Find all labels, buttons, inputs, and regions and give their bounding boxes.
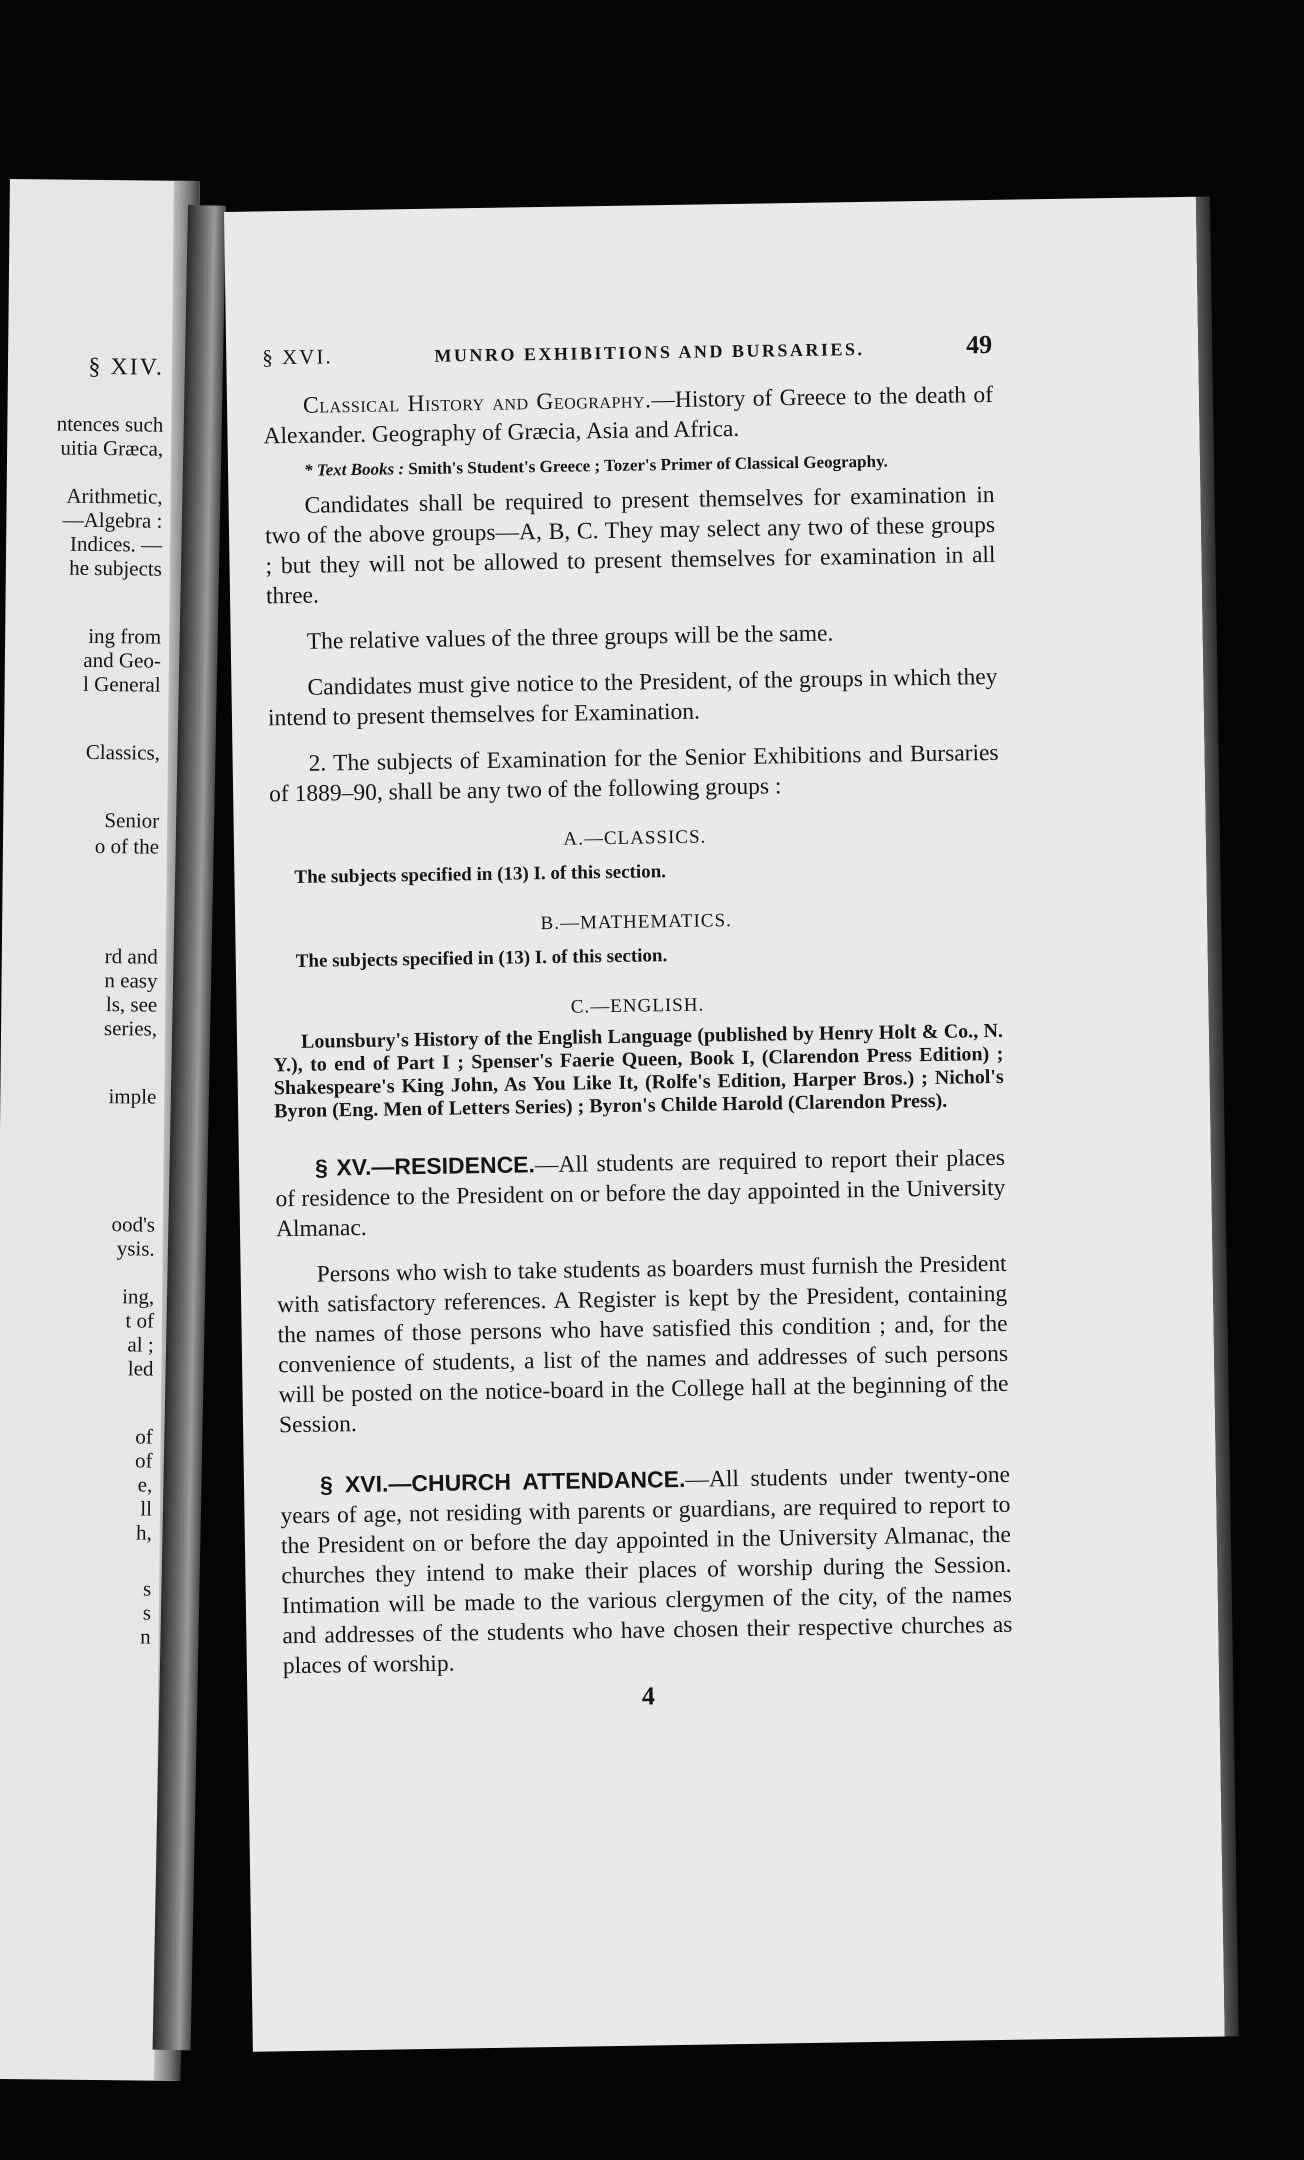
left-section-marker: § XIV. bbox=[88, 353, 165, 381]
left-fragment: led bbox=[127, 1356, 154, 1381]
left-fragment: t of bbox=[125, 1308, 155, 1333]
residence-paragraph-2: Persons who wish to take students as boarders must furnish the President with satisfactory references. A Register is kept by the President, containing the names of those persons who have satisfied this condition ; and, for the convenience of students, a list of the names and addresses of such persons will be posted on the notice-board in the College hall at the beginning of the Session. bbox=[276, 1250, 1009, 1439]
left-fragment: s bbox=[142, 1600, 152, 1625]
paragraph-2: The relative values of the three groups will be the same. bbox=[306, 620, 834, 655]
left-fragment: s bbox=[142, 1576, 152, 1601]
page-content bbox=[262, 330, 1014, 1717]
text-books-text: Smith's Student's Greece ; Tozer's Primer of Classical Geography. bbox=[408, 451, 888, 479]
left-fragment: n easy bbox=[104, 968, 158, 993]
left-fragment: ood's bbox=[111, 1212, 156, 1237]
group-a-text: The subjects specified in (13) I. of this section. bbox=[294, 861, 667, 888]
left-fragment: —Algebra : bbox=[62, 507, 163, 533]
left-fragment: ll bbox=[140, 1496, 153, 1521]
group-b-heading: B.—MATHEMATICS. bbox=[540, 910, 733, 935]
residence-paragraph bbox=[275, 1142, 1006, 1244]
left-fragment: and Geo- bbox=[83, 647, 162, 673]
left-fragment: series, bbox=[103, 1016, 158, 1041]
left-fragment: uitia Græca, bbox=[60, 435, 164, 461]
left-fragment: ysis. bbox=[116, 1236, 155, 1261]
left-fragment: al ; bbox=[127, 1332, 154, 1357]
church-paragraph bbox=[280, 1459, 1013, 1681]
group-b-text: The subjects specified in (13) I. of this section. bbox=[295, 945, 668, 972]
group-c-text: Lounsbury's History of the English Language (published by Henry Holt & Co., N. Y.), to end of Part I ; Spenser's Faerie Queen, Book I, (Clarendon Press Edition) ; Shakespeare's King John, As You Like It, (Rolfe's Edition, Harper Bros.) ; Nichol's Byron (Eng. Men of Letters Series) ; Byron's Childe Harold (Clarendon Press). bbox=[273, 1019, 1004, 1123]
left-fragment: l General bbox=[82, 671, 161, 697]
left-fragment: imple bbox=[108, 1084, 157, 1109]
left-fragment: Classics, bbox=[85, 739, 161, 765]
left-fragment: ing from bbox=[88, 623, 162, 649]
right-page bbox=[224, 197, 1225, 2052]
church-heading: § XVI.—CHURCH ATTENDANCE. bbox=[319, 1465, 686, 1498]
left-fragment: o of the bbox=[94, 833, 160, 859]
running-head bbox=[262, 330, 992, 373]
left-fragment: Arithmetic, bbox=[66, 483, 163, 509]
left-fragment: ls, see bbox=[105, 992, 158, 1017]
church-text: —All students under twenty-one years of age, not residing with parents or guardians, are required to report to the President on or before the day appointed in the University Almanac, the churches they intend to make their places of worship during the Session. Intimation will be made to the various clergymen of the city, of the names and addresses of the students who have chosen their respective churches as places of worship. bbox=[280, 1461, 1013, 1680]
paragraph-4: 2. The subjects of Examination for the Senior Exhibitions and Bursaries of 1889–90, shall be any two of the following groups : bbox=[268, 739, 999, 808]
paragraph-1: Candidates shall be required to present themselves for examination in two of the above groups—A, B, C. They may select any two of these groups ; but they will not be allowed to present themselves for examination in all three. bbox=[264, 481, 996, 610]
left-fragment: Indices. — bbox=[69, 531, 163, 557]
residence-text-1: —All students are required to report their places of residence to the President on or before the day appointed in the University Almanac. bbox=[275, 1144, 1006, 1243]
text-books-label: * Text Books : bbox=[303, 459, 405, 480]
group-c-heading: C.—ENGLISH. bbox=[570, 994, 705, 1018]
paragraph-3: Candidates must give notice to the President, of the groups in which they intend to present themselves for Examination. bbox=[267, 663, 998, 732]
left-fragment: ntences such bbox=[56, 411, 164, 437]
left-fragment: he subjects bbox=[69, 555, 163, 581]
signature-mark: 4 bbox=[641, 1681, 656, 1711]
running-head-title: MUNRO EXHIBITIONS AND BURSARIES. bbox=[434, 338, 865, 366]
running-head-section: § XVI. bbox=[262, 344, 333, 370]
text-books-note bbox=[264, 448, 994, 483]
classical-paragraph bbox=[263, 380, 994, 451]
page-number: 49 bbox=[965, 329, 993, 360]
page-edge bbox=[1196, 197, 1239, 2037]
residence-heading: § XV.—RESIDENCE. bbox=[314, 1151, 536, 1181]
left-fragment: n bbox=[140, 1624, 151, 1649]
left-fragment: Senior bbox=[104, 808, 160, 833]
group-a-heading: A.—CLASSICS. bbox=[563, 826, 707, 850]
left-fragment: e, bbox=[137, 1472, 153, 1497]
left-fragment: rd and bbox=[104, 944, 158, 969]
left-fragment: ing, bbox=[122, 1284, 155, 1309]
left-fragment: h, bbox=[135, 1520, 152, 1545]
left-fragment: of bbox=[135, 1424, 153, 1449]
classical-heading: Classical History and Geography. bbox=[302, 387, 652, 419]
classical-text: —History of Greece to the death of Alexander. Geography of Græcia, Asia and Africa. bbox=[263, 381, 994, 450]
left-fragment: of bbox=[134, 1448, 153, 1473]
